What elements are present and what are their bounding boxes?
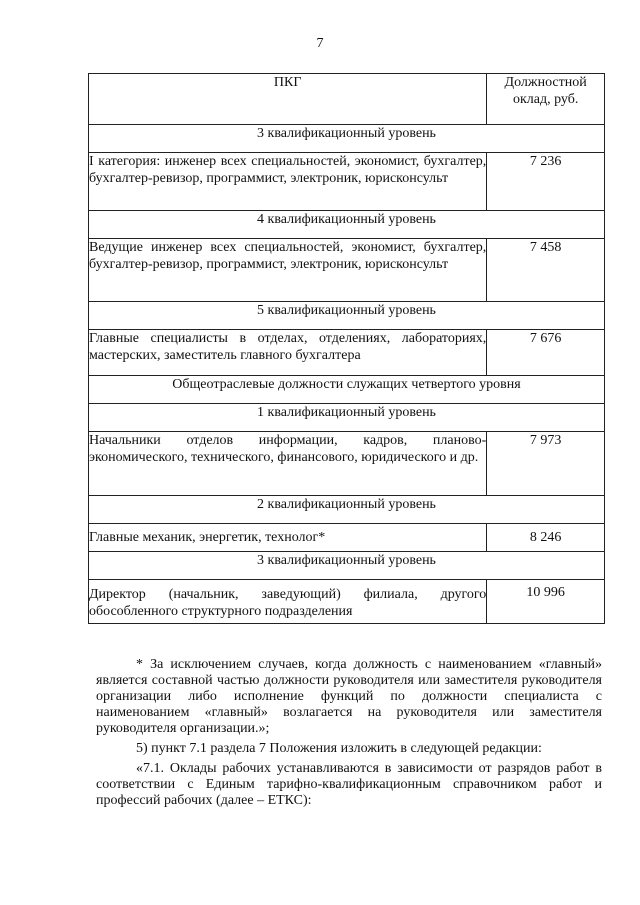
table-header-row <box>89 74 605 125</box>
level-label: 3 квалификационный уровень <box>89 552 605 580</box>
level-row <box>89 211 605 239</box>
level-label: 4 квалификационный уровень <box>89 211 605 239</box>
position-description: Главные специалисты в отделах, отделениях, лабораториях, мастерских, заместитель главного бухгалтера <box>89 330 487 376</box>
section-row <box>89 376 605 404</box>
level-row <box>89 125 605 153</box>
page-number: 7 <box>316 36 324 51</box>
footnote-paragraph: * За исключением случаев, когда должность с наименованием «главный» является составной частью должности руководителя или заместителя руководителя организации либо исполнение функций по должности специалиста с наименованием «главный» возлагается на руководителя или заместителя руководителя организации.»; <box>96 657 602 736</box>
salary-value: 8 246 <box>487 524 605 552</box>
level-label: 1 квалификационный уровень <box>89 404 605 432</box>
item-row <box>89 239 605 302</box>
salary-value: 7 236 <box>487 153 605 211</box>
position-description: I категория: инженер всех специальностей, экономист, бухгалтер, бухгалтер-ревизор, программист, электроник, юрисконсульт <box>89 153 487 211</box>
salary-value: 7 676 <box>487 330 605 376</box>
item-row <box>89 153 605 211</box>
position-description: Главные механик, энергетик, технолог* <box>89 524 487 552</box>
position-description: Ведущие инженер всех специальностей, экономист, бухгалтер, бухгалтер-ревизор, программист, электроник, юрисконсульт <box>89 239 487 302</box>
amendment-paragraph: 5) пункт 7.1 раздела 7 Положения изложить в следующей редакции: <box>136 741 542 756</box>
level-row <box>89 552 605 580</box>
position-description: Директор (начальник, заведующий) филиала, другого обособленного структурного подразделения <box>89 580 487 624</box>
section-label: Общеотраслевые должности служащих четвертого уровня <box>89 376 605 404</box>
level-row <box>89 496 605 524</box>
salary-table <box>88 73 605 624</box>
salary-value: 10 996 <box>487 580 605 624</box>
clause-paragraph: «7.1. Оклады рабочих устанавливаются в зависимости от разрядов работ в соответствии с Единым тарифно-квалификационным справочником работ и профессий рабочих (далее – ЕТКС): <box>96 761 602 808</box>
salary-value: 7 458 <box>487 239 605 302</box>
item-row <box>89 524 605 552</box>
level-label: 2 квалификационный уровень <box>89 496 605 524</box>
salary-value: 7 973 <box>487 432 605 496</box>
level-row <box>89 404 605 432</box>
level-label: 3 квалификационный уровень <box>89 125 605 153</box>
item-row <box>89 432 605 496</box>
body-text <box>96 657 602 813</box>
header-pkg: ПКГ <box>89 74 487 125</box>
level-label: 5 квалификационный уровень <box>89 302 605 330</box>
item-row <box>89 580 605 624</box>
item-row <box>89 330 605 376</box>
position-description: Начальники отделов информации, кадров, планово-экономического, технического, финансового, юридического и др. <box>89 432 487 496</box>
level-row <box>89 302 605 330</box>
header-salary: Должностной оклад, руб. <box>487 74 605 125</box>
